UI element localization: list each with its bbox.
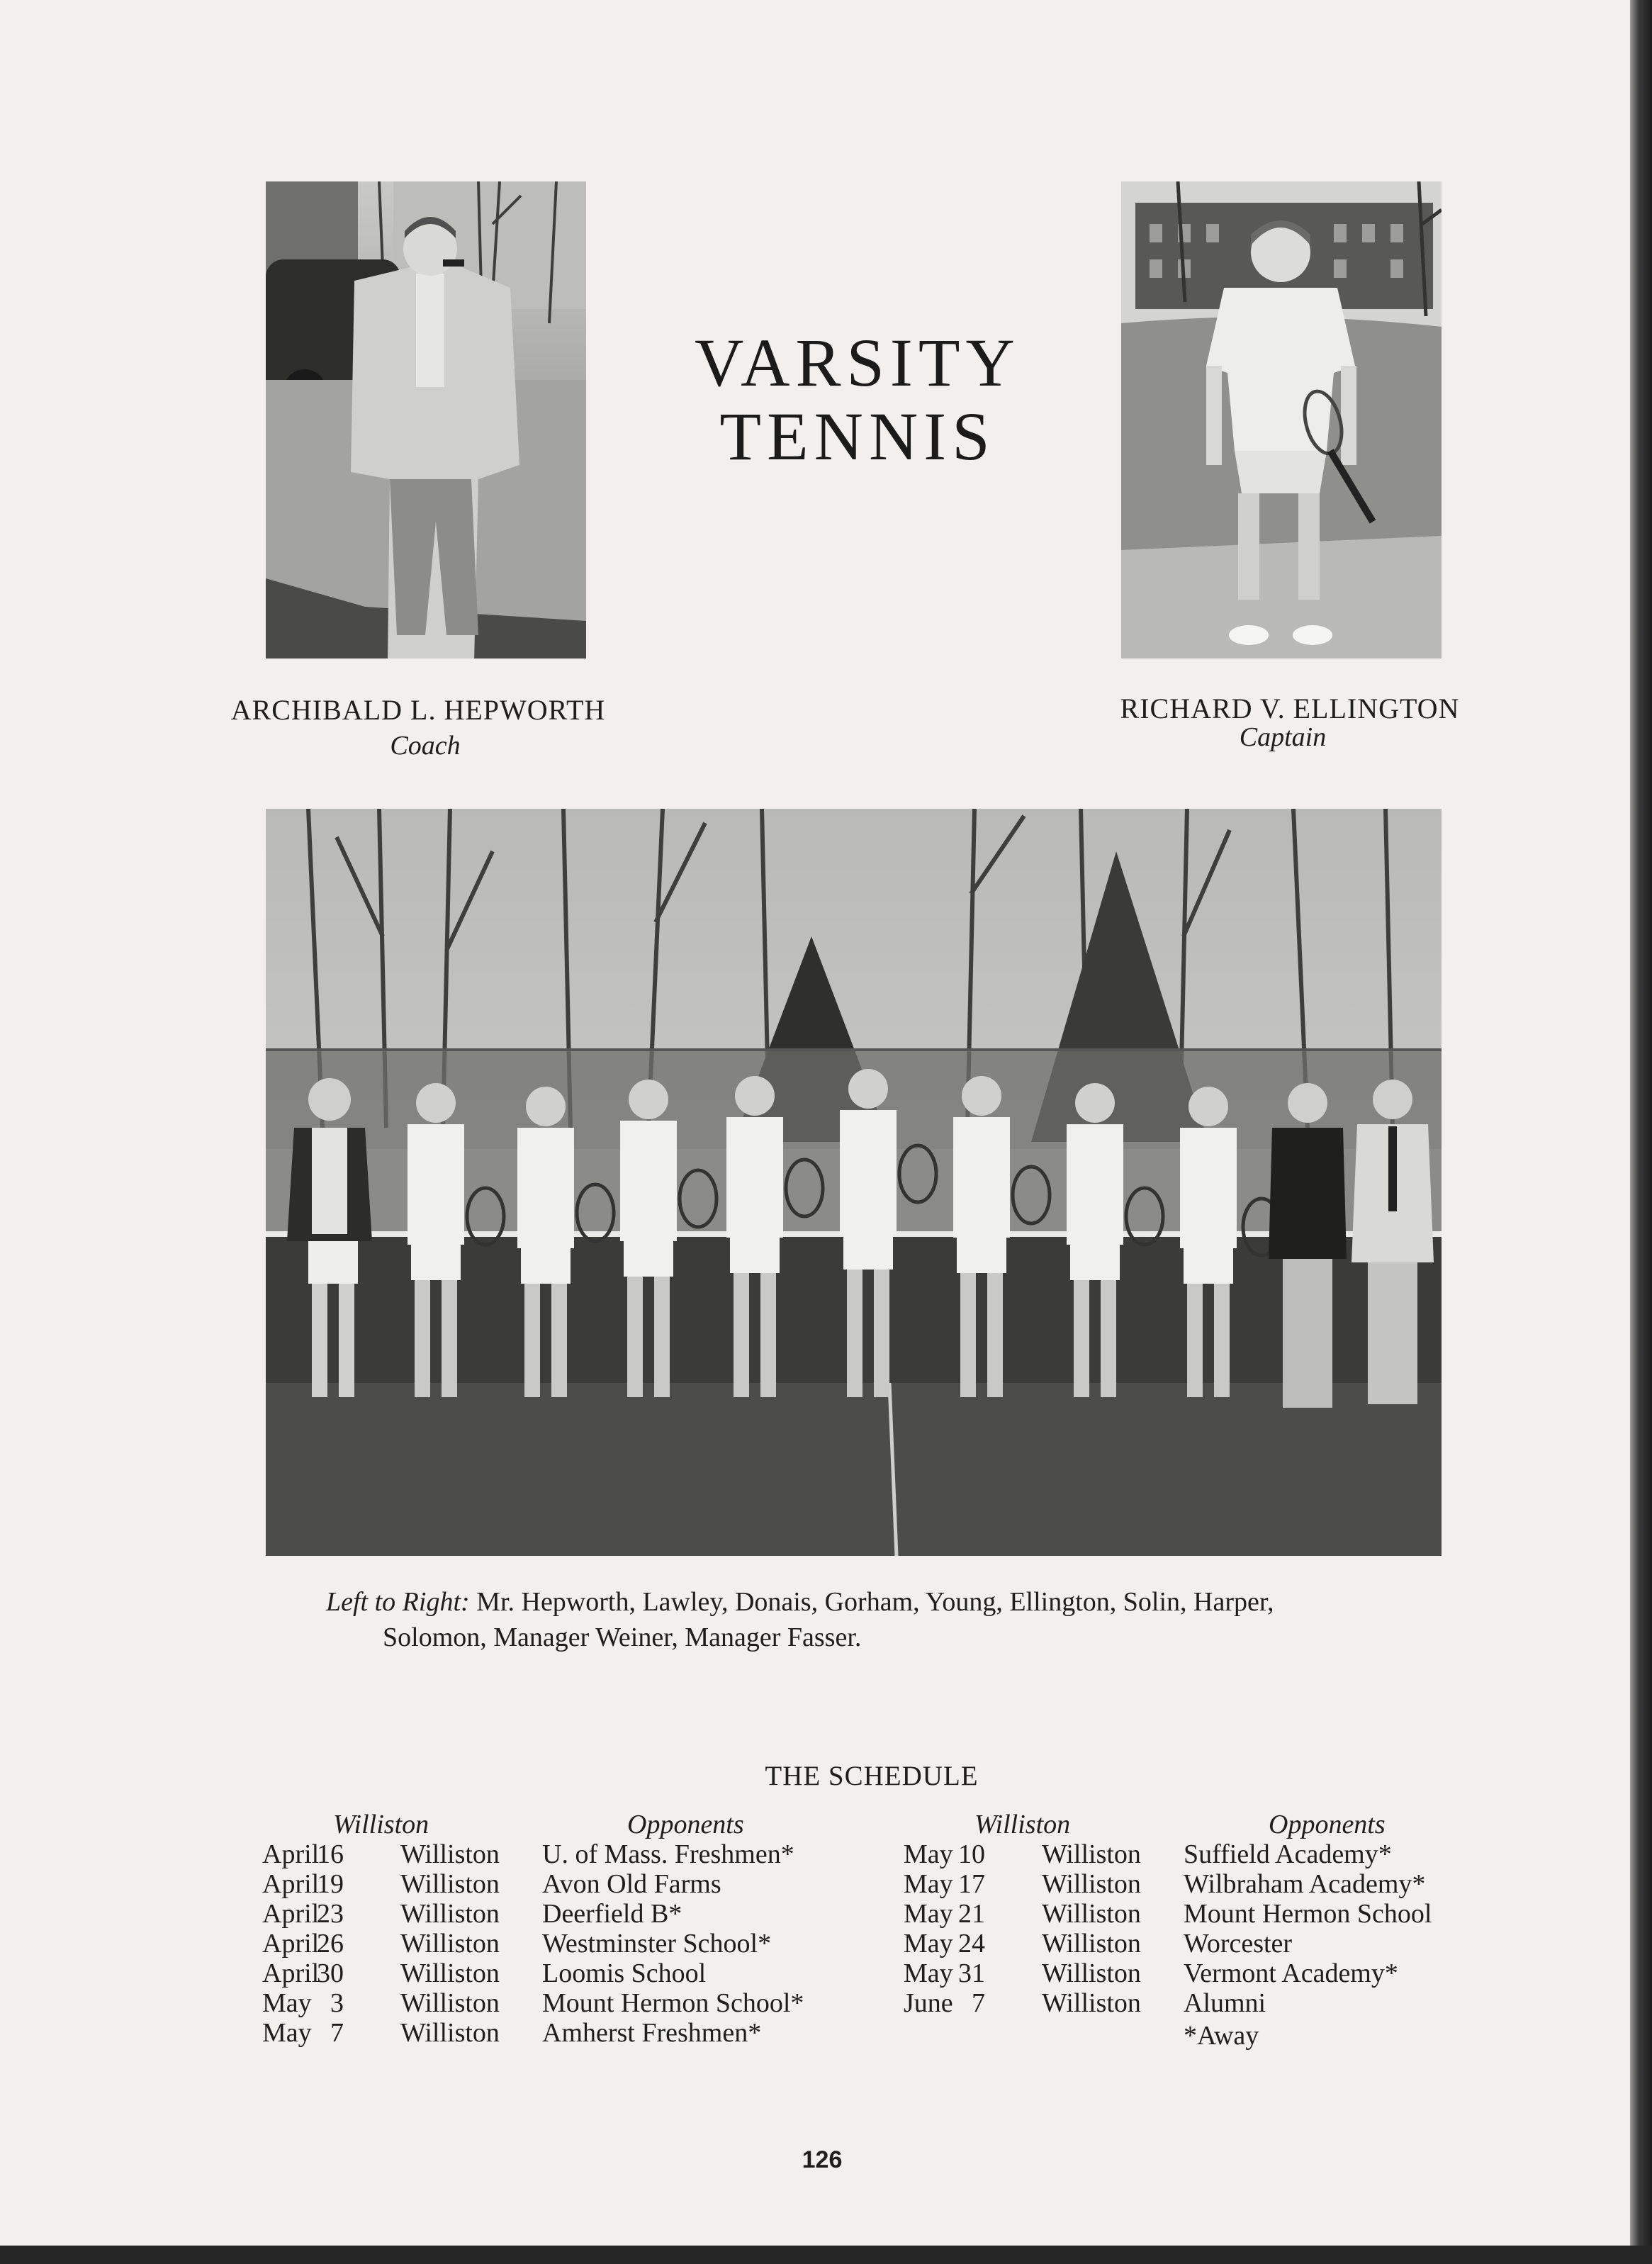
schedule-home: Williston [1042, 1958, 1141, 1988]
schedule-opponent: Suffield Academy* [1184, 1839, 1392, 1869]
schedule-opponent: Alumni [1184, 1988, 1266, 2018]
schedule-month: April [262, 1839, 320, 1869]
schedule-day: 31 [958, 1958, 985, 1988]
schedule-row [904, 1988, 1485, 2018]
header-opponents: Opponents [627, 1810, 744, 1839]
schedule-title: THE SCHEDULE [765, 1761, 979, 1791]
schedule-home: Williston [400, 1958, 500, 1988]
captain-role: Captain [1239, 722, 1327, 752]
page-edge-bottom [0, 2246, 1652, 2264]
schedule-opponent: Mount Hermon School [1184, 1899, 1432, 1929]
schedule-month: April [262, 1958, 320, 1988]
away-footnote: *Away [1184, 2021, 1259, 2051]
schedule-opponent: Worcester [1184, 1929, 1293, 1958]
page-title [638, 326, 1077, 473]
schedule-left-column [262, 1810, 843, 2065]
schedule-home: Williston [1042, 1839, 1141, 1869]
schedule-month: May [904, 1899, 953, 1929]
schedule-opponent: Westminster School* [542, 1929, 772, 1958]
schedule-month: May [262, 1988, 312, 2018]
title-line-2: TENNIS [719, 398, 996, 474]
schedule-day: 3 [330, 1988, 344, 2018]
schedule-day: 7 [330, 2018, 344, 2048]
schedule-home: Williston [400, 1839, 500, 1869]
schedule-month: April [262, 1899, 320, 1929]
schedule-home: Williston [1042, 1869, 1141, 1899]
schedule-row [904, 1869, 1485, 1899]
coach-photo [266, 181, 586, 659]
coach-role: Coach [390, 731, 461, 761]
schedule-home: Williston [1042, 1929, 1141, 1958]
schedule-opponent: U. of Mass. Freshmen* [542, 1839, 794, 1869]
schedule-home: Williston [400, 1899, 500, 1929]
page-number: 126 [802, 2146, 843, 2173]
schedule-day: 10 [958, 1839, 985, 1869]
schedule-opponent: Wilbraham Academy* [1184, 1869, 1426, 1899]
schedule-month: May [904, 1839, 953, 1869]
schedule-home: Williston [1042, 1899, 1141, 1929]
schedule-day: 17 [958, 1869, 985, 1899]
schedule-month: May [262, 2018, 312, 2048]
page-edge-right [1630, 0, 1652, 2264]
coach-name: ARCHIBALD L. HEPWORTH [230, 694, 606, 726]
schedule-day: 24 [958, 1929, 985, 1958]
header-williston: Williston [974, 1810, 1071, 1839]
header-williston: Williston [333, 1810, 429, 1839]
schedule-opponent: Deerfield B* [542, 1899, 682, 1929]
captain-photo [1121, 181, 1442, 659]
schedule-day: 23 [317, 1899, 344, 1929]
schedule-row [262, 2018, 843, 2048]
schedule-row [904, 1958, 1485, 1988]
schedule-day: 30 [317, 1958, 344, 1988]
schedule-row [262, 1899, 843, 1929]
schedule-home: Williston [400, 2018, 500, 2048]
title-line-1: VARSITY [695, 325, 1021, 400]
schedule-month: April [262, 1869, 320, 1899]
caption-lead: Left to Right: [326, 1587, 470, 1617]
schedule-opponent: Avon Old Farms [542, 1869, 721, 1899]
schedule-opponent: Vermont Academy* [1184, 1958, 1398, 1988]
team-photo [266, 809, 1442, 1556]
captain-name: RICHARD V. ELLINGTON [1120, 693, 1460, 724]
schedule-month: May [904, 1869, 953, 1899]
caption-line-1: Mr. Hepworth, Lawley, Donais, Gorham, Young, Ellington, Solin, Harper, [476, 1587, 1274, 1617]
schedule-home: Williston [400, 1929, 500, 1958]
schedule-row [904, 1899, 1485, 1929]
schedule-row [262, 1988, 843, 2018]
schedule-day: 19 [317, 1869, 344, 1899]
schedule-month: May [904, 1929, 953, 1958]
schedule-opponent: Amherst Freshmen* [542, 2018, 762, 2048]
team-photo-caption [326, 1584, 1432, 1655]
schedule-month: June [904, 1988, 953, 2018]
schedule-row [262, 1958, 843, 1988]
header-opponents: Opponents [1269, 1810, 1386, 1839]
caption-line-2: Solomon, Manager Weiner, Manager Fasser. [383, 1623, 862, 1652]
schedule-day: 16 [317, 1839, 344, 1869]
schedule-row [904, 1929, 1485, 1958]
schedule-row [262, 1929, 843, 1958]
schedule-home: Williston [400, 1869, 500, 1899]
schedule-row [904, 1839, 1485, 1869]
schedule-day: 21 [958, 1899, 985, 1929]
schedule-row [262, 1839, 843, 1869]
schedule-month: April [262, 1929, 320, 1958]
schedule-month: May [904, 1958, 953, 1988]
schedule-row [262, 1869, 843, 1899]
schedule-home: Williston [1042, 1988, 1141, 2018]
schedule-opponent: Loomis School [542, 1958, 707, 1988]
schedule-opponent: Mount Hermon School* [542, 1988, 804, 2018]
schedule-right-column [904, 1810, 1485, 2065]
schedule-home: Williston [400, 1988, 500, 2018]
schedule-day: 7 [972, 1988, 985, 2018]
schedule-day: 26 [317, 1929, 344, 1958]
